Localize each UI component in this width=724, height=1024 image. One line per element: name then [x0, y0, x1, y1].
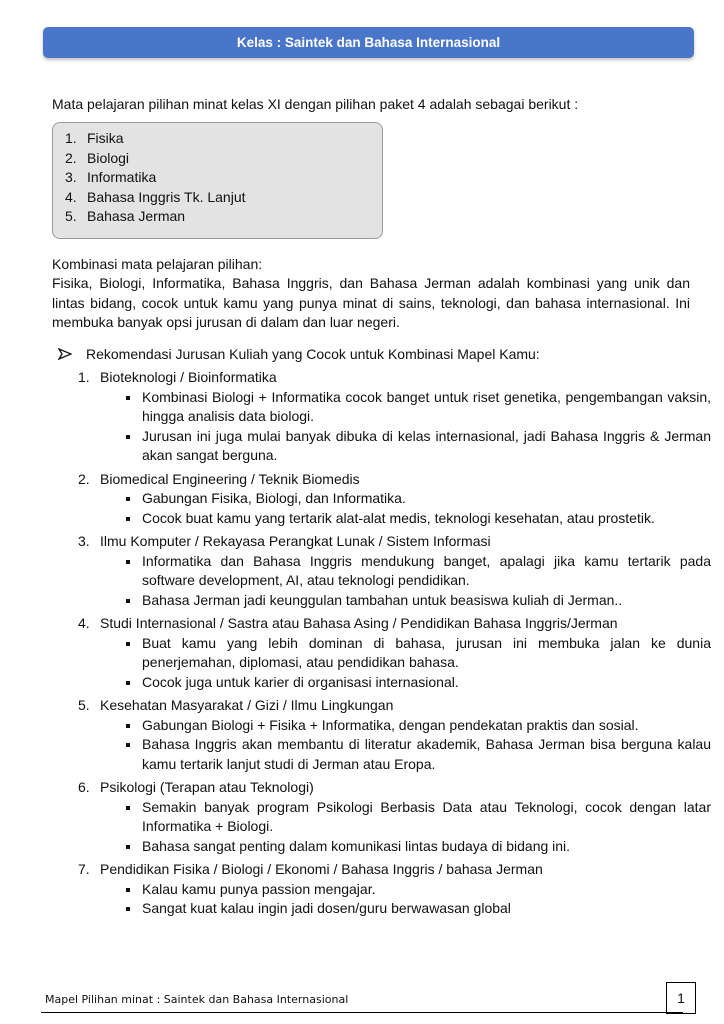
square-bullet-icon	[126, 435, 130, 439]
major-title: Ilmu Komputer / Rekayasa Perangkat Lunak / Sistem Informasi	[100, 533, 491, 549]
major-title: Pendidikan Fisika / Biologi / Ekonomi / Bahasa Inggris / bahasa Jerman	[100, 861, 543, 877]
footer-divider	[41, 1012, 683, 1013]
list-item: Kalau kamu punya passion mengajar.	[122, 880, 711, 900]
list-item: Bahasa Inggris akan membantu di literatur akademik, Bahasa Jerman bisa berguna kalau kamu tertarik lanjut studi di Jerman atau Eropa.	[122, 735, 711, 774]
major-item: 1. Bioteknologi / Bioinformatika Kombinasi Biologi + Informatika cocok banget untuk riset genetika, pengembangan vaksin, hingga analisis data biologi. Jurusan ini juga mulai banyak dibuka di kelas internasional, jadi Bahasa Inggris & Jerman akan sangat berguna.	[78, 368, 696, 466]
square-bullet-icon	[126, 497, 130, 501]
kombinasi-title: Kombinasi mata pelajaran pilihan:	[52, 256, 263, 272]
list-item: Informatika dan Bahasa Inggris mendukung banget, apalagi jika kamu tertarik pada software development, AI, atau teknologi pendidikan.	[122, 552, 711, 591]
square-bullet-icon	[126, 806, 130, 810]
list-item: Bahasa sangat penting dalam komunikasi lintas budaya di bidang ini.	[122, 837, 711, 857]
list-item: 4. Bahasa Inggris Tk. Lanjut	[65, 188, 246, 205]
list-item: Semakin banyak program Psikologi Berbasis Data atau Teknologi, cocok dengan latar Informatika + Biologi.	[122, 798, 711, 837]
major-item: 3. Ilmu Komputer / Rekayasa Perangkat Lunak / Sistem Informasi Informatika dan Bahasa Inggris mendukung banget, apalagi jika kamu tertarik pada software development, AI, atau teknologi pendidikan. Bahasa Jerman jadi keunggulan tambahan untuk beasiswa kuliah di Jerman..	[78, 532, 696, 610]
major-item: 7. Pendidikan Fisika / Biologi / Ekonomi / Bahasa Inggris / bahasa Jerman Kalau kamu punya passion mengajar. Sangat kuat kalau ingin jadi dosen/guru berwawasan global	[78, 860, 696, 919]
square-bullet-icon	[126, 845, 130, 849]
list-item: Sangat kuat kalau ingin jadi dosen/guru berwawasan global	[122, 899, 711, 919]
major-title: Biomedical Engineering / Teknik Biomedis	[100, 470, 360, 487]
list-item: Kombinasi Biologi + Informatika cocok banget untuk riset genetika, pengembangan vaksin, hingga analisis data biologi.	[122, 388, 711, 427]
footer-text: Mapel Pilihan minat : Saintek dan Bahasa Internasional	[45, 993, 349, 1006]
major-item: 4. Studi Internasional / Sastra atau Bahasa Asing / Pendidikan Bahasa Inggris/Jerman Buat kamu yang lebih dominan di bahasa, jurusan ini membuka jalan ke dunia penerjemahan, diplomasi, atau pendidikan bahasa. Cocok juga untuk karier di organisasi internasional.	[78, 614, 696, 692]
square-bullet-icon	[126, 888, 130, 892]
square-bullet-icon	[126, 681, 130, 685]
square-bullet-icon	[126, 396, 130, 400]
page-number: 1	[666, 982, 696, 1014]
square-bullet-icon	[126, 599, 130, 603]
list-item: Jurusan ini juga mulai banyak dibuka di kelas internasional, jadi Bahasa Inggris & Jerman akan sangat berguna.	[122, 427, 711, 466]
square-bullet-icon	[126, 560, 130, 564]
major-item: 5. Kesehatan Masyarakat / Gizi / Ilmu Lingkungan Gabungan Biologi + Fisika + Informatika, dengan pendekatan praktis dan sosial. Bahasa Inggris akan membantu di literatur akademik, Bahasa Jerman bisa berguna kalau kamu tertarik lanjut studi di Jerman atau Eropa.	[78, 696, 696, 774]
kombinasi-text: Fisika, Biologi, Informatika, Bahasa Inggris, dan Bahasa Jerman adalah kombinasi yang unik dan lintas bidang, cocok untuk kamu yang punya minat di sains, teknologi, dan bahasa internasional. Ini membuka banyak opsi jurusan di dalam dan luar negeri.	[52, 275, 690, 330]
list-item: Cocok juga untuk karier di organisasi internasional.	[122, 673, 711, 693]
list-item: 1. Fisika	[65, 130, 124, 146]
subject-list-box	[52, 122, 383, 239]
rekomendasi-section	[56, 344, 711, 919]
list-item: 2. Biologi	[65, 149, 130, 166]
square-bullet-icon	[126, 724, 130, 728]
list-item: 3. Informatika	[65, 169, 157, 185]
list-item: Cocok buat kamu yang tertarik alat-alat medis, teknologi kesehatan, atau prostetik.	[122, 509, 711, 529]
intro-text: Mata pelajaran pilihan minat kelas XI dengan pilihan paket 4 adalah sebagai berikut :	[52, 96, 579, 112]
square-bullet-icon	[126, 743, 130, 747]
major-title: Bioteknologi / Bioinformatika	[100, 369, 277, 385]
header-title: Kelas : Saintek dan Bahasa Internasional	[236, 35, 501, 50]
major-title: Psikologi (Terapan atau Teknologi)	[100, 779, 314, 795]
square-bullet-icon	[126, 642, 130, 646]
list-item: Bahasa Jerman jadi keunggulan tambahan untuk beasiswa kuliah di Jerman..	[122, 591, 711, 611]
arrow-bullet-icon	[58, 348, 72, 360]
major-item: 6. Psikologi (Terapan atau Teknologi) Semakin banyak program Psikologi Berbasis Data atau Teknologi, cocok dengan latar Informatika + Biologi. Bahasa sangat penting dalam komunikasi lintas budaya di bidang ini.	[78, 778, 696, 856]
list-item: Buat kamu yang lebih dominan di bahasa, jurusan ini membuka jalan ke dunia penerjemahan, diplomasi, atau pendidikan bahasa.	[122, 634, 711, 673]
list-item: Gabungan Fisika, Biologi, dan Informatika.	[122, 489, 711, 509]
subject-list	[65, 129, 246, 227]
header-banner	[43, 27, 694, 58]
major-title: Studi Internasional / Sastra atau Bahasa Asing / Pendidikan Bahasa Inggris/Jerman	[100, 615, 618, 631]
list-item: 5. Bahasa Jerman	[65, 208, 186, 224]
rekomendasi-heading: Rekomendasi Jurusan Kuliah yang Cocok untuk Kombinasi Mapel Kamu:	[56, 344, 696, 364]
square-bullet-icon	[126, 907, 130, 911]
list-item: Gabungan Biologi + Fisika + Informatika, dengan pendekatan praktis dan sosial.	[122, 716, 711, 736]
major-item: 2. Biomedical Engineering / Teknik Biomedis Gabungan Fisika, Biologi, dan Informatika. Cocok buat kamu yang tertarik alat-alat medis, teknologi kesehatan, atau prostetik.	[78, 470, 696, 529]
major-title: Kesehatan Masyarakat / Gizi / Ilmu Lingkungan	[100, 697, 394, 713]
square-bullet-icon	[126, 517, 130, 521]
